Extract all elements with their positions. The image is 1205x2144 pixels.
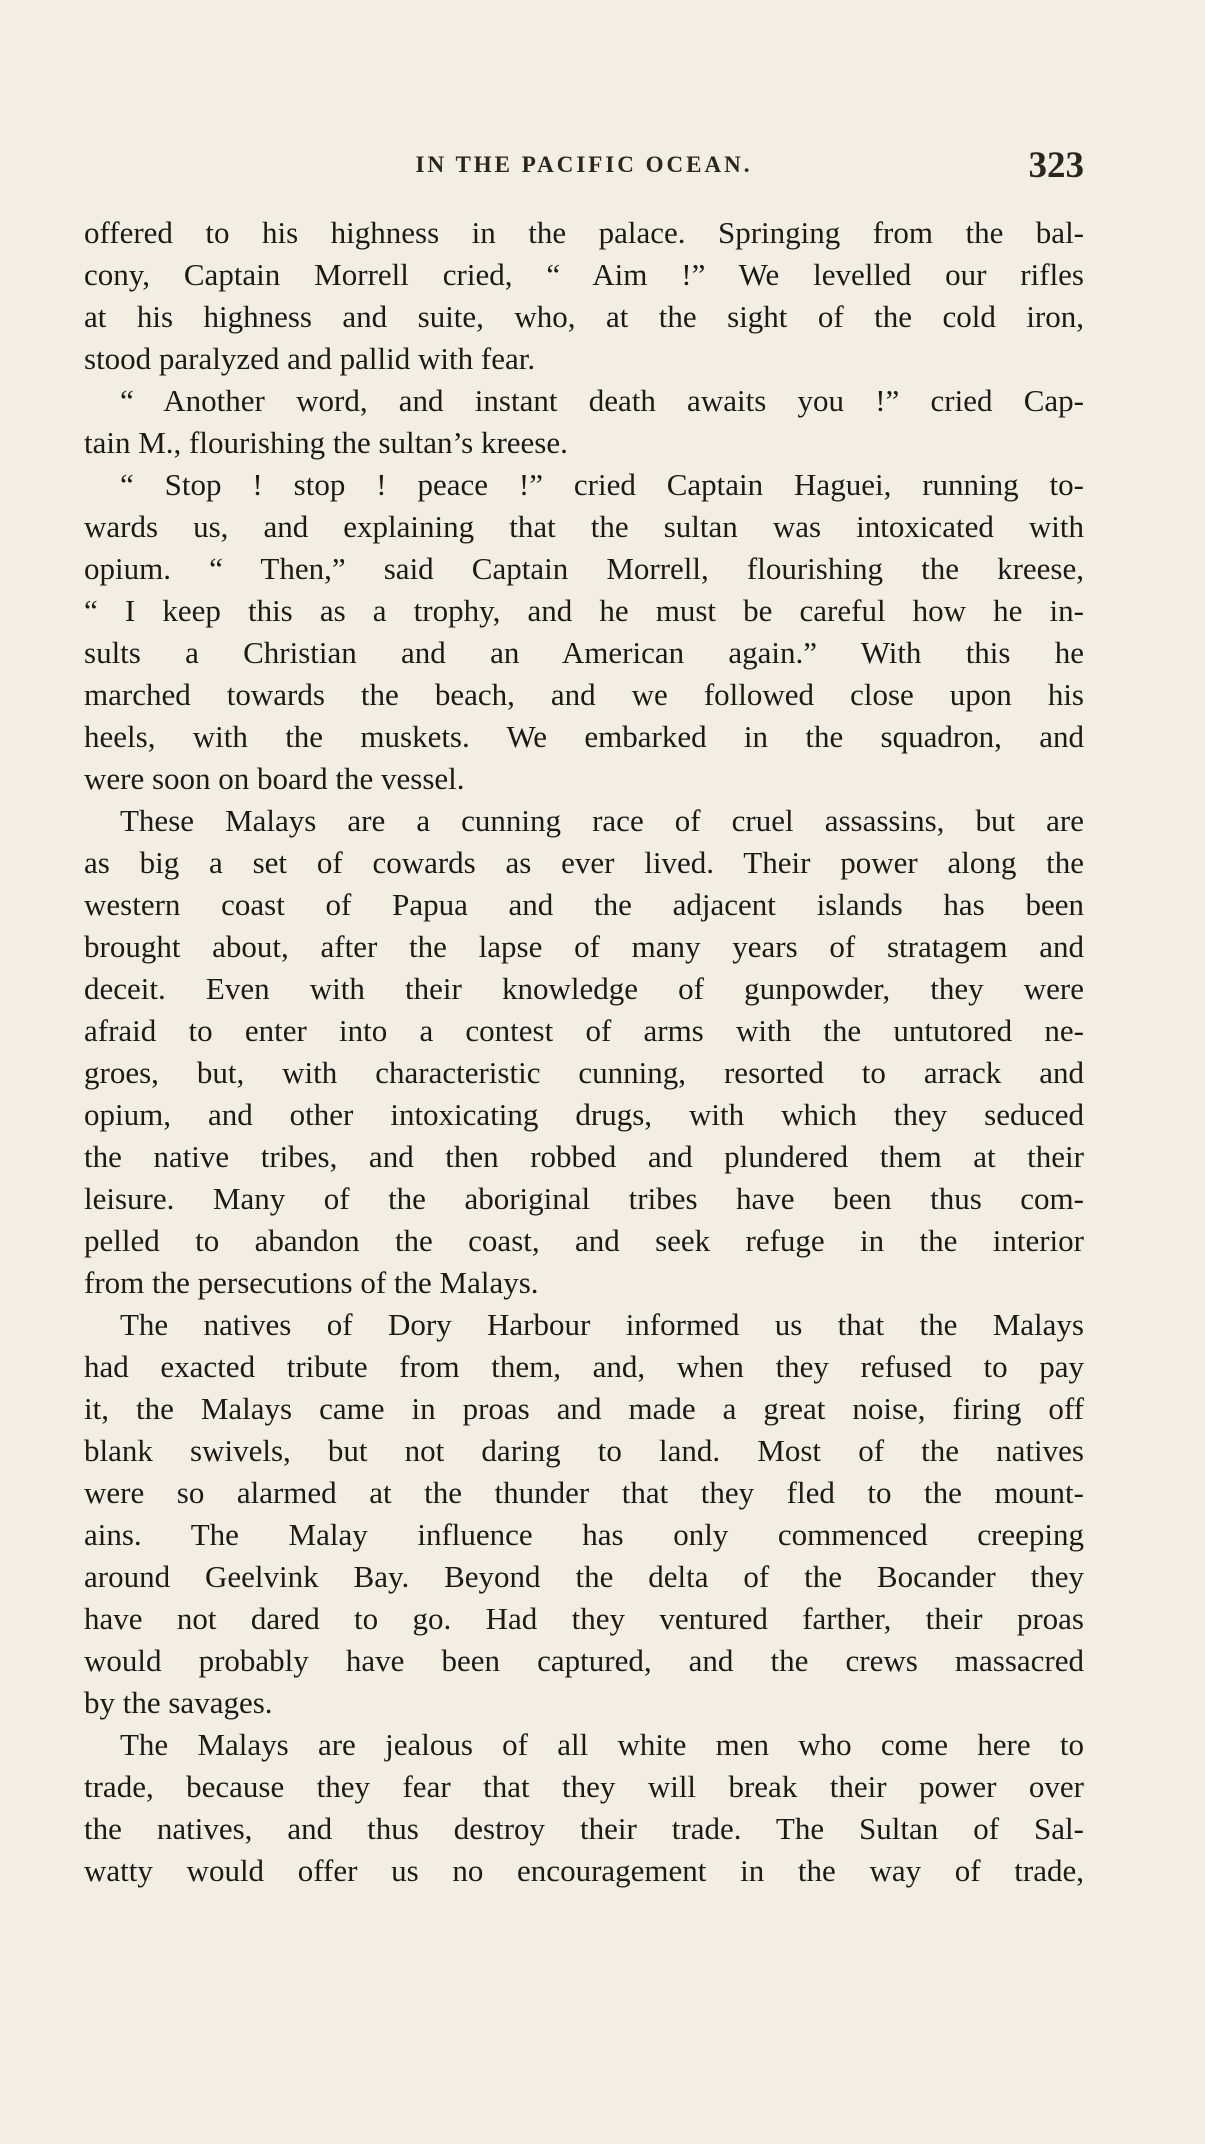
text-line: watty would offer us no encouragement in the way of trade, [84,1853,1084,1888]
page-header [84,145,1084,190]
text-line: pelled to abandon the coast, and seek refuge in the interior [84,1223,1084,1258]
text-line: trade, because they fear that they will break their power over [84,1769,1084,1804]
text-line: sults a Christian and an American again.” With this he [84,635,1084,670]
text-line: around Geelvink Bay. Beyond the delta of the Bocander they [84,1559,1084,1594]
text-line: would probably have been captured, and the crews massacred [84,1643,1084,1678]
text-line: “ I keep this as a trophy, and he must be careful how he in- [84,593,1084,628]
text-line: The natives of Dory Harbour informed us that the Malays [120,1307,1084,1342]
text-line: the native tribes, and then robbed and plundered them at their [84,1139,1084,1174]
text-line: cony, Captain Morrell cried, “ Aim !” We levelled our rifles [84,257,1084,292]
text-line: have not dared to go. Had they ventured farther, their proas [84,1601,1084,1636]
text-line: by the savages. [84,1685,273,1720]
text-line: western coast of Papua and the adjacent islands has been [84,887,1084,922]
text-line: ains. The Malay influence has only commenced creeping [84,1517,1084,1552]
text-line: marched towards the beach, and we followed close upon his [84,677,1084,712]
text-line: afraid to enter into a contest of arms with the untutored ne- [84,1013,1084,1048]
running-title: IN THE PACIFIC OCEAN. [415,152,753,177]
text-line: offered to his highness in the palace. Springing from the bal- [84,215,1084,250]
text-line: it, the Malays came in proas and made a great noise, firing off [84,1391,1084,1426]
text-line: These Malays are a cunning race of cruel assassins, but are [120,803,1084,838]
text-line: were soon on board the vessel. [84,761,465,796]
text-line: “ Another word, and instant death awaits you !” cried Cap- [120,383,1084,418]
text-line: had exacted tribute from them, and, when they refused to pay [84,1349,1084,1384]
text-line: wards us, and explaining that the sultan was intoxicated with [84,509,1084,544]
text-line: groes, but, with characteristic cunning, resorted to arrack and [84,1055,1084,1090]
text-line: “ Stop ! stop ! peace !” cried Captain Haguei, running to- [120,467,1084,502]
text-line: as big a set of cowards as ever lived. Their power along the [84,845,1084,880]
text-line: brought about, after the lapse of many years of stratagem and [84,929,1084,964]
text-line: deceit. Even with their knowledge of gunpowder, they were [84,971,1084,1006]
text-line: opium. “ Then,” said Captain Morrell, flourishing the kreese, [84,551,1084,586]
text-line: from the persecutions of the Malays. [84,1265,539,1300]
text-line: were so alarmed at the thunder that they fled to the mount- [84,1475,1084,1510]
text-line: leisure. Many of the aboriginal tribes have been thus com- [84,1181,1084,1216]
text-line: opium, and other intoxicating drugs, with which they seduced [84,1097,1084,1132]
text-line: heels, with the muskets. We embarked in the squadron, and [84,719,1084,754]
body-text [84,212,1084,1892]
text-line: The Malays are jealous of all white men who come here to [120,1727,1084,1762]
text-line: tain M., flourishing the sultan’s kreese. [84,425,568,460]
page-number: 323 [1028,145,1084,186]
text-line: blank swivels, but not daring to land. Most of the natives [84,1433,1084,1468]
text-line: at his highness and suite, who, at the sight of the cold iron, [84,299,1084,334]
text-line: stood paralyzed and pallid with fear. [84,341,536,376]
text-line: the natives, and thus destroy their trade. The Sultan of Sal- [84,1811,1084,1846]
